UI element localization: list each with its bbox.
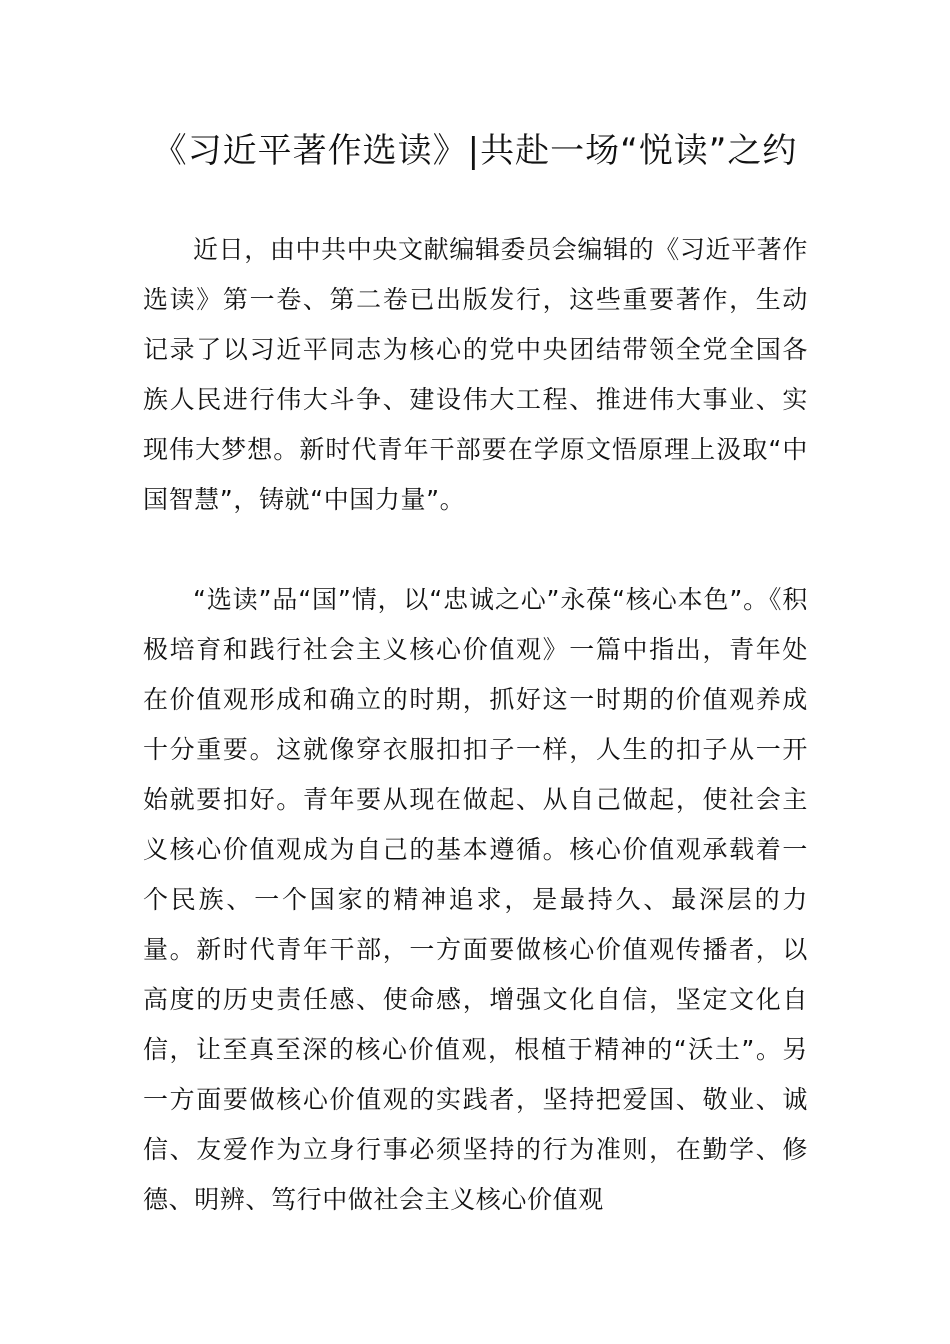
document-title: 《习近平著作选读》|共赴一场“悦读”之约 xyxy=(152,131,798,171)
paragraph-intro: 近日，由中共中央文献编辑委员会编辑的《习近平著作选读》第一卷、第二卷已出版发行，这些重要著作，生动记录了以习近平同志为核心的党中央团结带领全党全国各族人民进行伟大斗争、建设伟大工程、推进伟大事业、实现伟大梦想。新时代青年干部要在学原文悟原理上汲取“中国智慧”，铸就“中国力量”。 xyxy=(143,235,808,514)
paragraph-core-values: “选读”品“国”情，以“忠诚之心”永葆“核心本色”。《积极培育和践行社会主义核心价值观》一篇中指出，青年处在价值观形成和确立的时期，抓好这一时期的价值观养成十分重要。这就像穿衣服扣扣子一样，人生的扣子从一开始就要扣好。青年要从现在做起、从自己做起，使社会主义核心价值观成为自己的基本遵循。核心价值观承载着一个民族、一个国家的精神追求，是最持久、最深层的力量。新时代青年干部，一方面要做核心价值观传播者，以高度的历史责任感、使命感，增强文化自信，坚定文化自信，让至真至深的核心价值观，根植于精神的“沃土”。另一方面要做核心价值观的实践者，坚持把爱国、敬业、诚信、友爱作为立身行事必须坚持的行为准则，在勤学、修德、明辨、笃行中做社会主义核心价值观 xyxy=(143,585,808,1214)
